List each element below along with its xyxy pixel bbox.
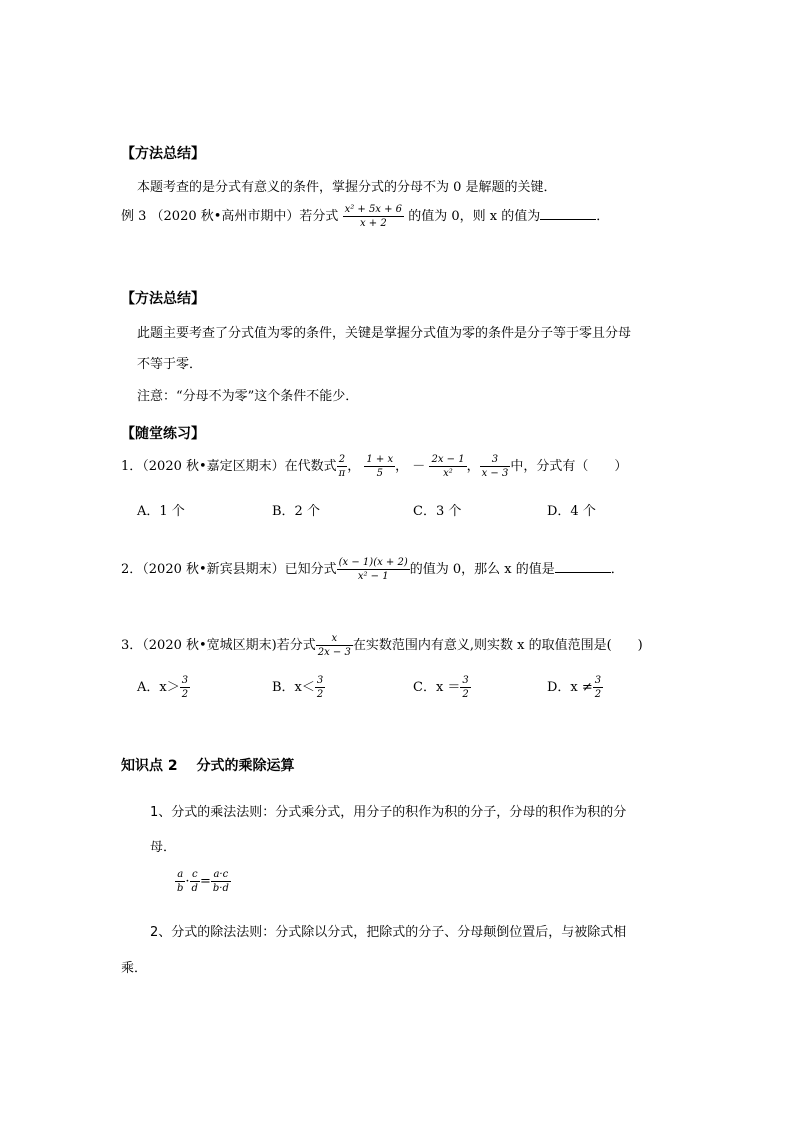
q1-option-c[interactable]: C．3 个 <box>413 504 462 519</box>
method-summary-line-2: 不等于零． <box>137 357 203 372</box>
division-rule-line-2: 乘． <box>121 961 148 976</box>
method-summary-heading-1: 【方法总结】 <box>121 146 205 162</box>
fraction-numerator: 2x − 1 <box>431 454 465 465</box>
q3-fraction <box>316 632 353 659</box>
method-summary-note: 注意：“分母不为零”这个条件不能少． <box>137 389 359 404</box>
answer-blank[interactable] <box>555 560 611 573</box>
formula-fraction-cd <box>190 868 200 895</box>
fraction-denominator: 5 <box>376 468 383 479</box>
formula-fraction-ab <box>175 868 185 895</box>
minus-sign: － <box>412 459 426 474</box>
example-3-end: ． <box>596 209 610 224</box>
option-fraction <box>593 674 603 701</box>
fraction-denominator: b <box>177 883 184 894</box>
q1-fraction-1 <box>337 453 348 480</box>
question-3-suffix: 在实数范围内有意义,则实数 x 的取值范围是( ) <box>352 638 643 653</box>
dot-operator: · <box>185 874 190 889</box>
fraction-numerator: 3 <box>181 675 189 686</box>
option-label: B．x＜ <box>272 680 315 695</box>
method-summary-line-1: 此题主要考查了分式值为零的条件，关键是掌握分式值为零的条件是分子等于零且分母 <box>137 326 632 341</box>
separator: ， <box>347 459 361 474</box>
option-fraction <box>315 674 325 701</box>
q1-option-a[interactable]: A．1 个 <box>137 504 185 519</box>
q3-option-a[interactable] <box>137 674 190 701</box>
q1-option-d[interactable]: D．4 个 <box>547 504 596 519</box>
question-2-suffix: 的值为 0，那么 x 的值是 <box>409 562 555 577</box>
division-rule-line-1: 2、分式的除法法则：分式除以分式，把除式的分子、分母颠倒位置后，与被除式相 <box>150 925 627 940</box>
method-summary-text-1: 本题考查的是分式有意义的条件，掌握分式的分母不为 0 是解题的关键． <box>137 180 557 195</box>
example-3-fraction <box>343 203 405 230</box>
question-1-suffix: 中，分式有（ ） <box>510 459 628 474</box>
fraction-denominator: b·d <box>212 883 229 894</box>
fraction-denominator: 2x − 3 <box>317 647 351 658</box>
separator: ， <box>395 459 409 474</box>
fraction-numerator: a <box>175 868 185 882</box>
fraction-denominator: 2 <box>594 689 602 700</box>
practice-heading: 【随堂练习】 <box>121 426 205 442</box>
fraction-denominator: 2 <box>462 689 469 700</box>
method-summary-heading-2: 【方法总结】 <box>121 291 205 307</box>
q3-option-c[interactable] <box>413 674 471 701</box>
fraction-numerator: c <box>190 868 200 882</box>
example-3-suffix: 的值为 0，则 x 的值为 <box>408 209 541 224</box>
question-1-prefix: 1．（2020 秋•嘉定区期末）在代数式 <box>121 459 337 474</box>
fraction-numerator: (x − 1)(x + 2) <box>338 557 408 568</box>
option-label: D．x ≠ <box>547 680 593 695</box>
equals-sign: = <box>199 874 211 889</box>
question-3 <box>121 632 643 659</box>
q2-fraction <box>337 556 410 583</box>
q1-fraction-3 <box>429 453 466 480</box>
fraction-numerator: x² + 5x + 6 <box>344 204 403 215</box>
fraction-denominator: x² <box>443 468 453 479</box>
example-3-prefix: 例 3 （2020 秋•高州市期中）若分式 <box>121 209 339 224</box>
question-1 <box>121 453 627 480</box>
multiplication-rule-line-1: 1、分式的乘法法则：分式乘分式，用分子的积作为积的分子，分母的积作为积的分 <box>150 805 627 820</box>
example-3 <box>121 203 609 230</box>
q1-fraction-2 <box>364 453 395 480</box>
fraction-denominator: 2 <box>316 689 324 700</box>
fraction-numerator: 3 <box>316 675 324 686</box>
q1-option-b[interactable]: B．2 个 <box>272 504 320 519</box>
option-fraction <box>180 674 190 701</box>
question-2-end: ． <box>610 562 624 577</box>
fraction-denominator: d <box>191 883 198 894</box>
fraction-denominator: x + 2 <box>359 218 387 229</box>
knowledge-point-2-heading: 知识点 2 分式的乘除运算 <box>121 758 295 774</box>
option-label: C．x ＝ <box>413 680 461 695</box>
fraction-denominator: 2 <box>181 689 189 700</box>
question-3-prefix: 3．（2020 秋•宽城区期末)若分式 <box>121 638 316 653</box>
fraction-numerator: 1 + x <box>366 454 394 465</box>
fraction-numerator: 3 <box>594 675 602 686</box>
multiplication-formula <box>175 868 231 895</box>
multiplication-rule-line-2: 母． <box>150 840 177 855</box>
answer-blank[interactable] <box>540 207 596 220</box>
q3-option-b[interactable] <box>272 674 325 701</box>
fraction-denominator: π <box>338 468 346 479</box>
option-label: A．x＞ <box>137 680 180 695</box>
question-2-prefix: 2．（2020 秋•新宾县期末）已知分式 <box>121 562 337 577</box>
separator: ， <box>466 459 480 474</box>
formula-fraction-result <box>211 868 231 895</box>
fraction-numerator: a·c <box>211 868 231 882</box>
q3-option-d[interactable] <box>547 674 603 701</box>
fraction-numerator: 3 <box>480 453 511 467</box>
fraction-denominator: x − 3 <box>481 468 509 479</box>
fraction-numerator: x <box>316 632 353 646</box>
fraction-numerator: 3 <box>462 675 469 686</box>
question-2 <box>121 556 624 583</box>
fraction-denominator: x² − 1 <box>357 571 389 582</box>
option-fraction <box>460 674 470 701</box>
q1-fraction-4 <box>480 453 511 480</box>
fraction-numerator: 2 <box>337 453 348 467</box>
